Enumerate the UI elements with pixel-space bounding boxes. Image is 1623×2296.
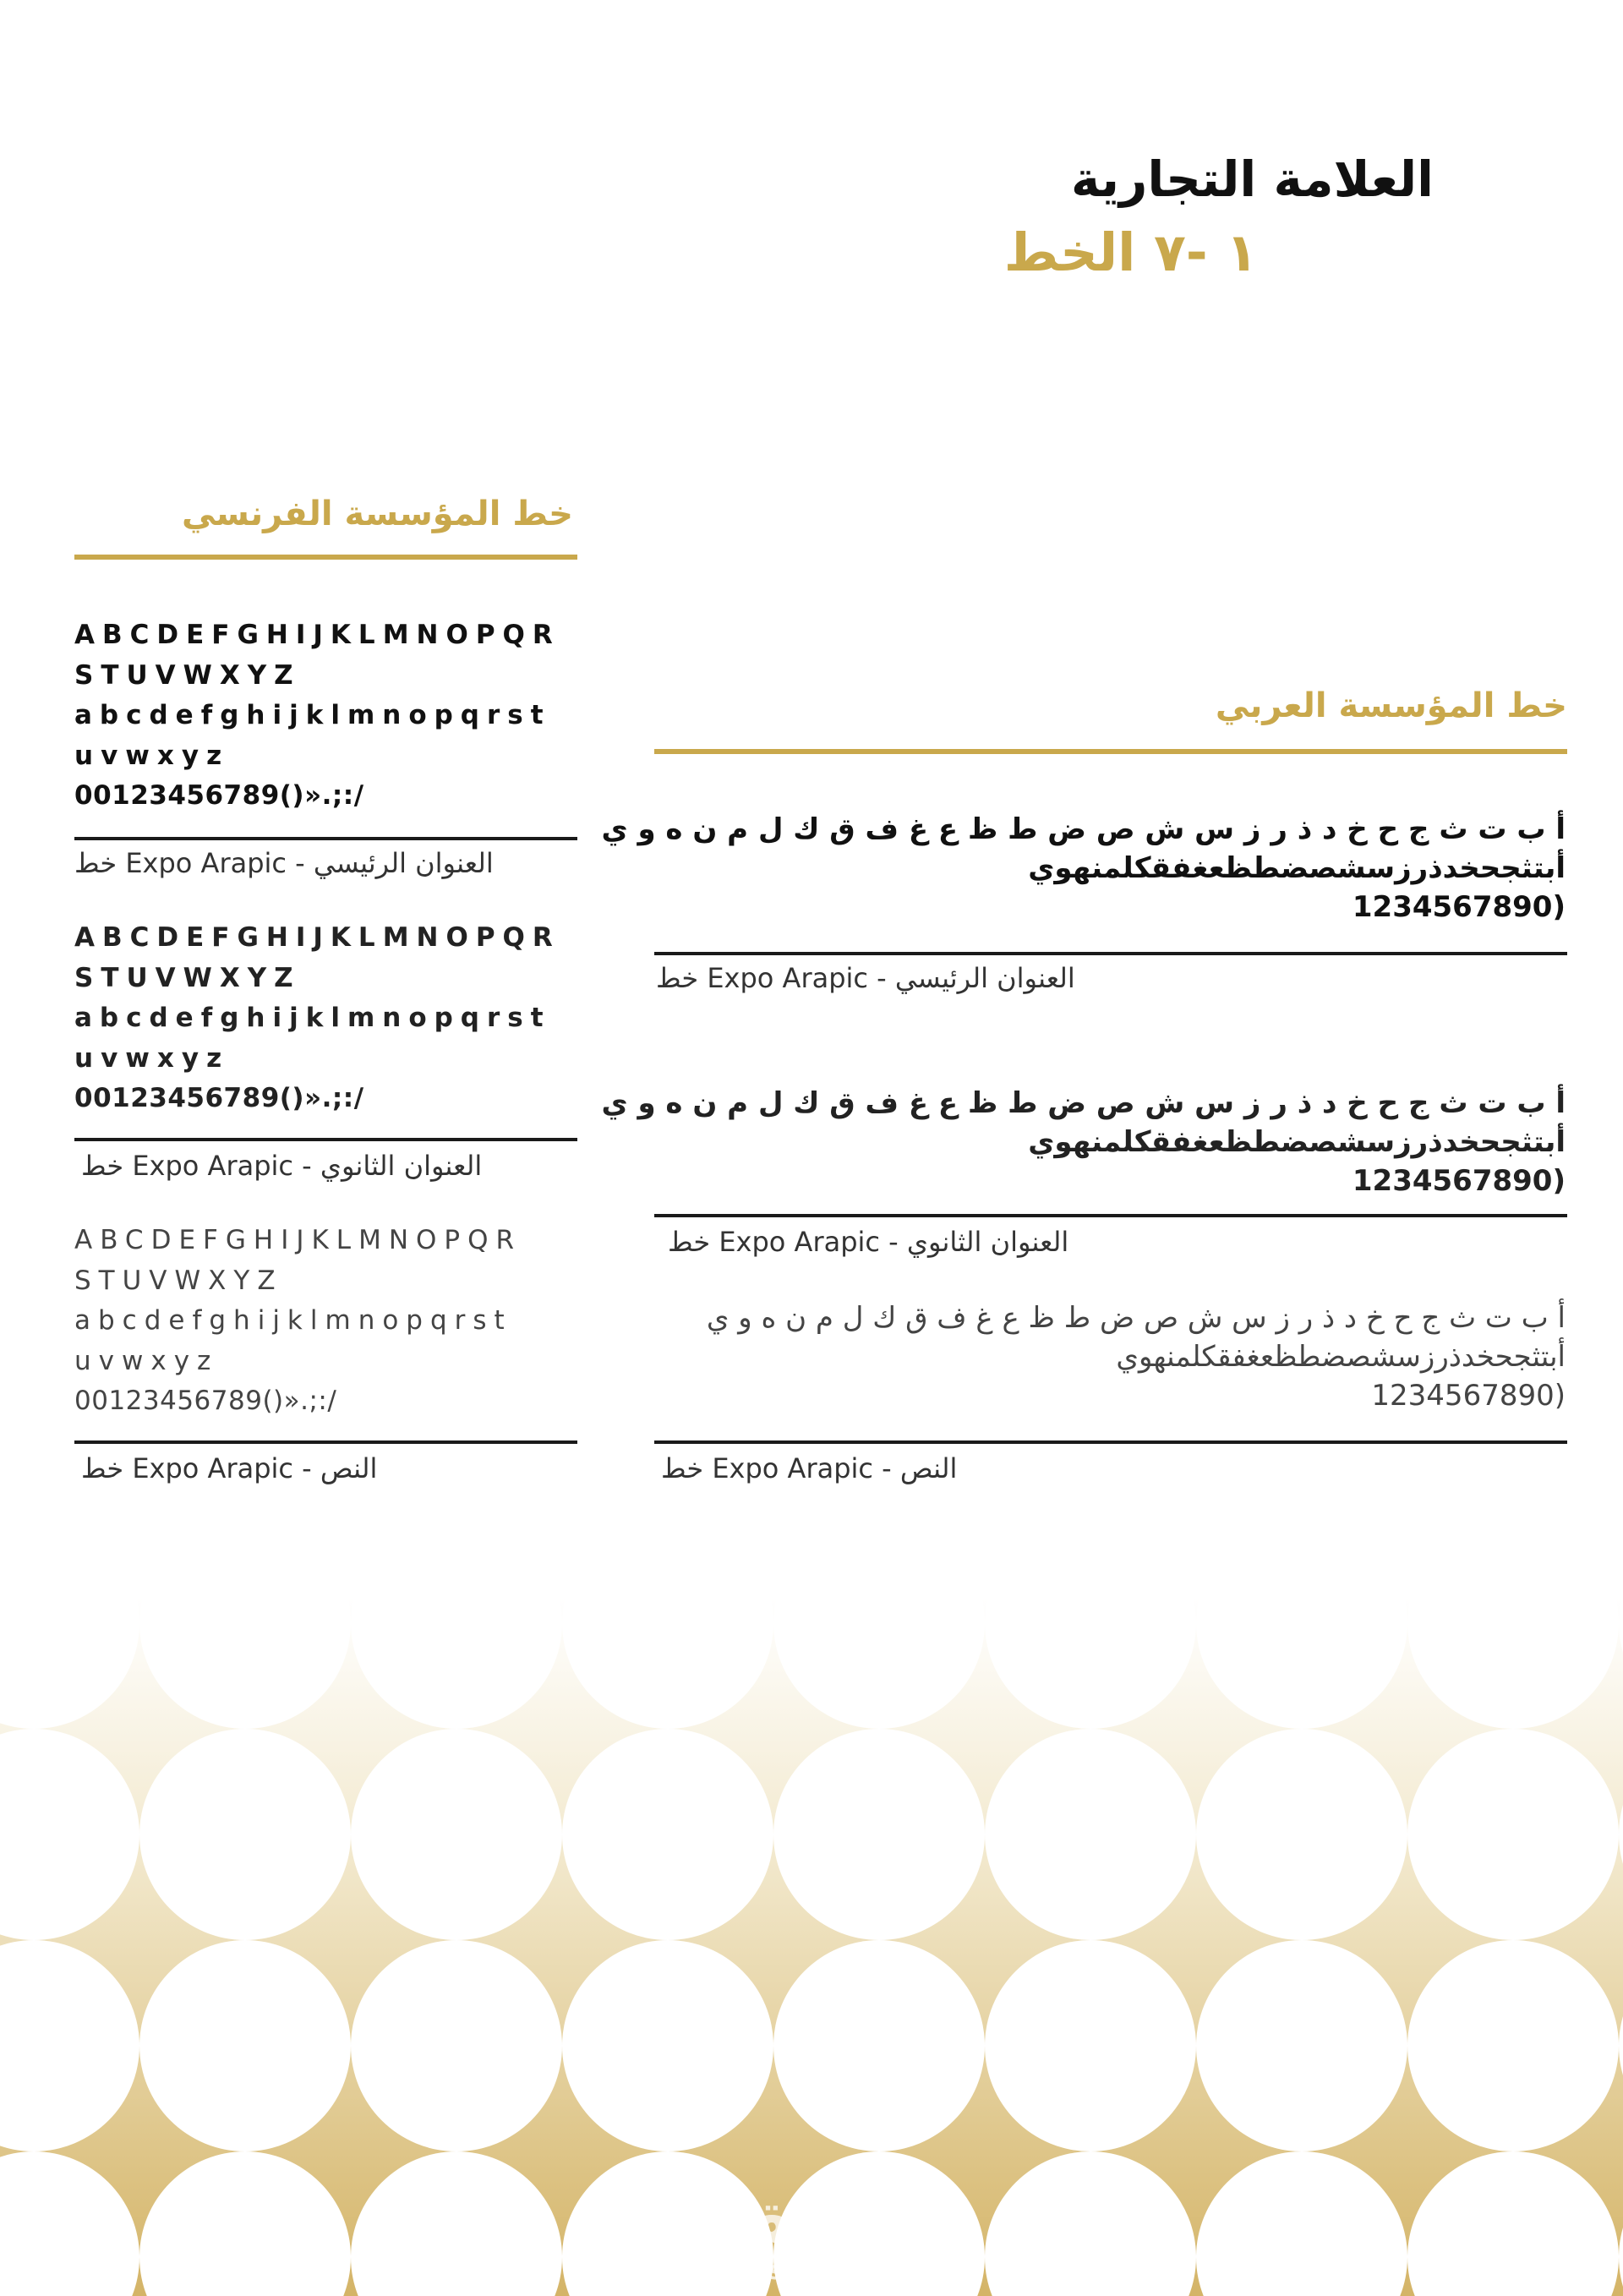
latin-uppercase-line-2: STUVWXYZ	[74, 1265, 283, 1296]
arabic-sample-light	[653, 1298, 1566, 1415]
arabic-sample-rule	[654, 1214, 1567, 1217]
latin-uppercase-line-1: ABCDEFGHIJKLMNOPQR	[74, 1225, 522, 1255]
latin-heading-rule	[74, 555, 577, 560]
latin-lowercase-line-1: abcdefghijklmnopqrst	[74, 1305, 512, 1336]
arabic-sample-semibold	[601, 1084, 1566, 1200]
arabic-joined-letters-line: أبتثجحخدذرزسشصضطظعغفقكلمنهوي	[1028, 851, 1566, 885]
arabic-separate-letters-line: أ ب ت ث ج ح خ د ذ ر ز س ش ص ض ط ظ ع غ ف ق ك ل م ن ه و ي	[601, 812, 1566, 846]
arabic-font-heading: خط المؤسسة العربي	[1215, 686, 1567, 725]
latin-uppercase-line-2: STUVWXYZ	[74, 962, 301, 993]
arabic-caption-subheading: العنوان الثانوي - Expo Arapic خط	[668, 1226, 1069, 1258]
arabic-caption-body: النص - Expo Arapic خط	[661, 1452, 958, 1484]
latin-lowercase-line-1: abcdefghijklmnopqrst	[74, 700, 551, 730]
arabic-joined-letters-line: أبتثجحخدذرزسشصضطظعغفقكلمنهوي	[1028, 1125, 1566, 1159]
latin-caption-main-heading: العنوان الرئيسي - Expo Arapic خط	[74, 847, 494, 879]
arabic-sample-rule	[654, 952, 1567, 955]
arabic-caption-main-heading: العنوان الرئيسي - Expo Arapic خط	[656, 962, 1075, 994]
arabic-separate-letters-line: أ ب ت ث ج ح خ د ذ ر ز س ش ص ض ط ظ ع غ ف ق ك ل م ن ه و ي	[706, 1301, 1566, 1335]
latin-caption-subheading: العنوان الثانوي - Expo Arapic خط	[81, 1150, 483, 1182]
latin-sample-rule	[74, 837, 577, 840]
arabic-separate-letters-line: أ ب ت ث ج ح خ د ذ ر ز س ش ص ض ط ظ ع غ ف ق ك ل م ن ه و ي	[601, 1086, 1566, 1120]
latin-lowercase-line-2: uvwxyz	[74, 1345, 219, 1376]
watermark-latin: mostaql.com	[724, 2256, 909, 2286]
arabic-digits-line: 1234567890)	[1371, 1379, 1566, 1413]
watermark-arabic: مستقل	[695, 2188, 918, 2259]
latin-digits-line: 00123456789()».;:/	[74, 1386, 337, 1416]
latin-sample-rule	[74, 1138, 577, 1141]
section-title: ١ -٧ الخط	[1003, 221, 1258, 283]
latin-sample-rule	[74, 1440, 577, 1444]
arabic-digits-line: 1234567890)	[1352, 1164, 1566, 1198]
latin-font-heading: خط المؤسسة الفرنسي	[181, 495, 573, 533]
latin-lowercase-line-1: abcdefghijklmnopqrst	[74, 1003, 551, 1033]
latin-digits-line: 00123456789()».;:/	[74, 780, 364, 811]
latin-digits-line: 00123456789()».;:/	[74, 1083, 364, 1113]
arabic-heading-rule	[654, 749, 1567, 754]
latin-lowercase-line-2: uvwxyz	[74, 740, 230, 771]
latin-lowercase-line-2: uvwxyz	[74, 1042, 230, 1074]
mostaql-watermark	[695, 2188, 918, 2286]
arabic-joined-letters-line: أبتثجحخدذرزسشصضطظعغفقكلمنهوي	[1116, 1340, 1566, 1374]
arabic-sample-rule	[654, 1440, 1567, 1444]
arabic-sample-bold	[601, 810, 1566, 927]
latin-uppercase-line-1: ABCDEFGHIJKLMNOPQR	[74, 922, 560, 953]
arabic-digits-line: 1234567890)	[1352, 890, 1566, 924]
latin-uppercase-line-1: ABCDEFGHIJKLMNOPQR	[74, 620, 560, 650]
latin-sample-light	[74, 1221, 598, 1422]
latin-sample-bold	[74, 615, 598, 817]
latin-caption-body: النص - Expo Arapic خط	[81, 1452, 378, 1484]
latin-uppercase-line-2: STUVWXYZ	[74, 659, 301, 691]
latin-sample-semibold	[74, 918, 598, 1119]
brand-title: العلامة التجارية	[1071, 150, 1434, 208]
